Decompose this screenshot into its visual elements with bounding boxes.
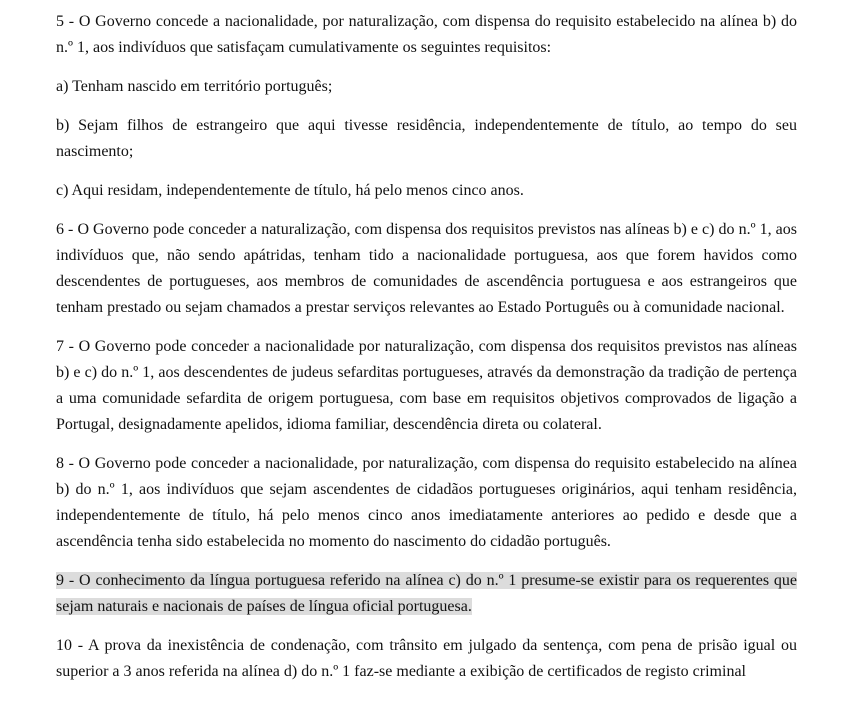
paragraph-8: 8 - O Governo pode conceder a nacionalidade, por naturalização, com dispensa do requisito estabelecido na alínea b) do n.º 1, aos indivíduos que sejam ascendentes de cidadãos portugueses originários, aqui tenham residência, independentemente de título, há pelo menos cinco anos imediatamente anteriores ao pedido e desde que a ascendência tenha sido estabelecida no momento do nascimento do cidadão português. [56, 455, 797, 550]
paragraph-10: 10 - A prova da inexistência de condenação, com trânsito em julgado da sentença, com pena de prisão igual ou superior a 3 anos referida na alínea d) do n.º 1 faz-se mediante a exibição de certificados de registo criminal [56, 637, 797, 680]
paragraph-5b: b) Sejam filhos de estrangeiro que aqui tivesse residência, independentemente de título, ao tempo do seu nascimento; [56, 117, 797, 160]
paragraph-5: 5 - O Governo concede a nacionalidade, por naturalização, com dispensa do requisito estabelecido na alínea b) do n.º 1, aos indivíduos que satisfaçam cumulativamente os seguintes requisitos: [56, 13, 797, 56]
paragraph-7: 7 - O Governo pode conceder a nacionalidade por naturalização, com dispensa dos requisitos previstos nas alíneas b) e c) do n.º 1, aos descendentes de judeus sefarditas portugueses, através da demonstração da tradição de pertença a uma comunidade sefardita de origem portuguesa, com base em requisitos objetivos comprovados de ligação a Portugal, designadamente apelidos, idioma familiar, descendência direta ou colateral. [56, 338, 797, 433]
highlighted-text-selection[interactable]: O conhecimento da língua portuguesa referido na alínea c) do n.º 1 presume-se existir para os requerentes que sejam naturais e nacionais de países de língua oficial portuguesa. [56, 572, 798, 615]
paragraph-5a: a) Tenham nascido em território português; [56, 78, 333, 95]
paragraph-9 [56, 568, 797, 620]
paragraph-6: 6 - O Governo pode conceder a naturalização, com dispensa dos requisitos previstos nas alíneas b) e c) do n.º 1, aos indivíduos que, não sendo apátridas, tenham tido a nacionalidade portuguesa, aos que forem havidos como descendentes de portugueses, aos membros de comunidades de ascendência portuguesa e aos estrangeiros que tenham prestado ou sejam chamados a prestar serviços relevantes ao Estado Português ou à comunidade nacional. [56, 221, 797, 316]
paragraph-5c: c) Aqui residam, independentemente de título, há pelo menos cinco anos. [56, 182, 524, 199]
document-body [56, 9, 797, 698]
paragraph-9-prefix: 9 - [56, 572, 80, 589]
